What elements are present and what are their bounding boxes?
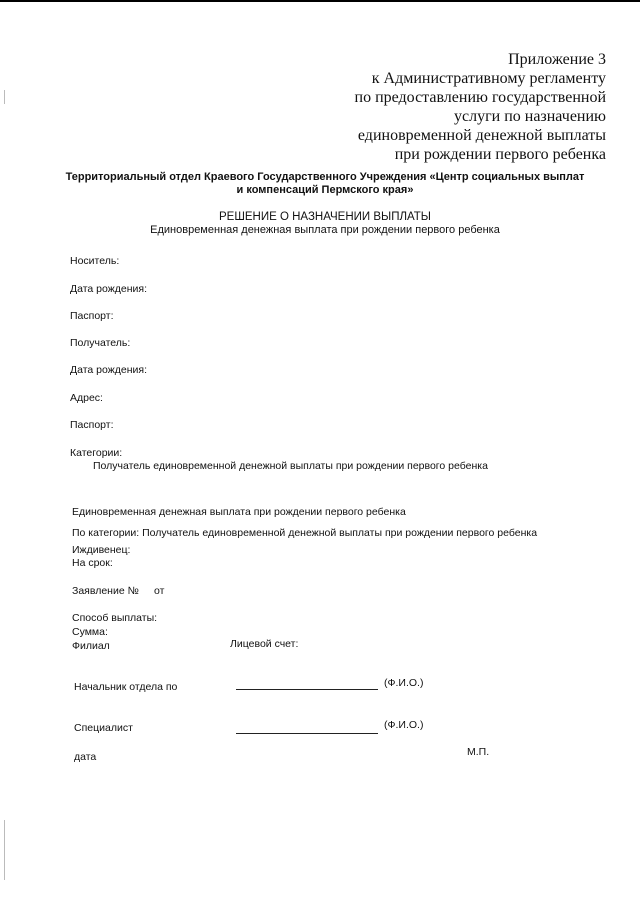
amount-label: Сумма: [72, 626, 108, 638]
page-top-border [0, 0, 640, 2]
scan-edge-mark [4, 820, 5, 880]
head-signature-line [236, 689, 378, 690]
head-of-department-label: Начальник отдела по [74, 681, 178, 693]
appendix-line: услуги по назначению [453, 108, 606, 125]
decision-subtitle: Единовременная денежная выплата при рождении первого ребенка [150, 224, 500, 236]
specialist-label: Специалист [74, 722, 133, 734]
categories-label: Категории: [70, 447, 123, 459]
carrier-passport-label: Паспорт: [70, 310, 114, 322]
carrier-label: Носитель: [70, 255, 120, 267]
account-label: Лицевой счет: [230, 638, 299, 650]
recipient-passport-label: Паспорт: [70, 419, 114, 431]
scan-edge-mark [4, 90, 5, 104]
term-label: На срок: [72, 557, 113, 569]
organization-line: Территориальный отдел Краевого Государственного Учреждения «Центр социальных выплат [65, 171, 585, 183]
head-fio-label: (Ф.И.О.) [384, 677, 424, 689]
application-number-label: Заявление № [72, 585, 139, 597]
seal-placeholder: М.П. [467, 746, 490, 758]
appendix-line: Приложение 3 [508, 51, 606, 68]
carrier-birth-date-label: Дата рождения: [70, 283, 147, 295]
by-category-text: По категории: Получатель единовременной денежной выплаты при рождении первого ребенка [72, 527, 538, 539]
specialist-fio-label: (Ф.И.О.) [384, 719, 424, 731]
date-label: дата [74, 751, 97, 763]
payment-title: Единовременная денежная выплата при рождении первого ребенка [72, 506, 406, 518]
appendix-line: по предоставлению государственной [354, 89, 606, 106]
branch-label: Филиал [72, 640, 110, 652]
recipient-birth-date-label: Дата рождения: [70, 364, 147, 376]
appendix-line: к Административному регламенту [371, 70, 606, 87]
application-from-label: от [154, 585, 165, 597]
appendix-line: единовременной денежной выплаты [357, 127, 606, 144]
payment-method-label: Способ выплаты: [72, 612, 158, 624]
dependent-label: Иждивенец: [72, 544, 131, 556]
address-label: Адрес: [70, 392, 103, 404]
organization-line: и компенсаций Пермского края» [236, 184, 414, 196]
recipient-label: Получатель: [70, 337, 131, 349]
specialist-signature-line [236, 733, 378, 734]
appendix-header [355, 50, 606, 164]
organization-name [60, 171, 590, 197]
decision-title: РЕШЕНИЕ О НАЗНАЧЕНИИ ВЫПЛАТЫ [218, 211, 431, 223]
category-value: Получатель единовременной денежной выплаты при рождении первого ребенка [93, 460, 488, 472]
appendix-line: при рождении первого ребенка [394, 146, 606, 163]
